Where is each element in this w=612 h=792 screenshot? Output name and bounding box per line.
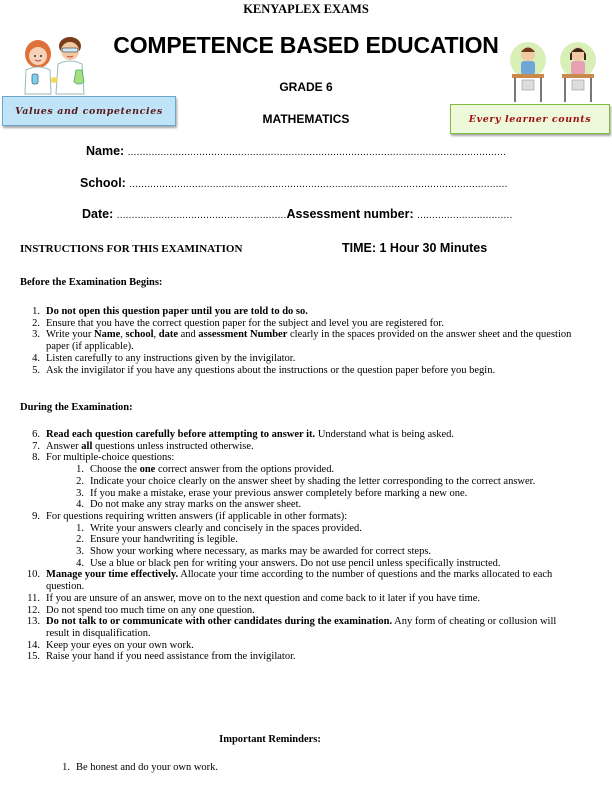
school-field[interactable]: [80, 176, 526, 190]
list-item: 9. For questions requiring written answers (if applicable in other formats):: [32, 510, 348, 522]
reminders-heading: Important Reminders:: [219, 734, 321, 745]
list-item: 13. Do not talk to or communicate with other candidates during the examination. Any form of cheating or collusion will result in disqualification.: [26, 616, 557, 639]
list-item: 4. Do not make any stray marks on the answer sheet.: [76, 499, 302, 511]
list-item: 2. Ensure that you have the correct question paper for the subject and level you are registered for.: [32, 317, 444, 329]
assessment-number-label: Assessment number:: [286, 207, 414, 221]
list-item: 2. Ensure your handwriting is legible.: [76, 534, 238, 546]
list-item: 3. Show your working where necessary, as marks may be awarded for correct steps.: [76, 546, 432, 558]
date-assessment-row: [82, 207, 527, 221]
list-item: 2. Indicate your choice clearly on the answer sheet by shading the letter corresponding to the correct answer.: [76, 475, 536, 487]
children-at-desks-illustration: [504, 38, 604, 106]
list-item: 8. For multiple-choice questions:: [32, 452, 175, 464]
list-item: 5. Ask the invigilator if you have any questions about the instructions or the question paper before you begin.: [32, 364, 496, 376]
list-item: 4. Use a blue or black pen for writing your answers. Do not use pencil unless specifically instructed.: [76, 557, 501, 569]
reminders-list: [48, 762, 568, 774]
grade-label: GRADE 6: [279, 80, 333, 94]
subject-label: MATHEMATICS: [262, 112, 350, 126]
during-list: [20, 429, 580, 663]
school-dotted-line: ...............................................................................................................................: [129, 179, 508, 190]
assessment-dotted-line[interactable]: ................................: [417, 210, 513, 221]
page-title: COMPETENCE BASED EDUCATION: [113, 32, 499, 58]
list-item: 4. Listen carefully to any instructions given by the invigilator.: [32, 352, 296, 364]
list-item: 7. Answer all questions unless instructed otherwise.: [32, 440, 254, 452]
during-heading: During the Examination:: [20, 402, 133, 413]
name-label: Name:: [86, 144, 125, 158]
list-item: 1. Do not open this question paper until you are told to do so.: [32, 306, 308, 317]
list-item: 15. Raise your hand if you need assistance from the invigilator.: [26, 651, 296, 663]
values-banner: Values and competencies: [2, 96, 176, 126]
name-dotted-line: ...............................................................................................................................: [127, 147, 506, 158]
before-heading: Before the Examination Begins:: [20, 277, 163, 288]
written-sublist: [20, 523, 580, 570]
list-item: 11. If you are unsure of an answer, move on to the next question and come back to it later if you have time.: [27, 592, 481, 604]
list-item: 3. If you make a mistake, erase your previous answer completely before marking a new one.: [76, 487, 468, 499]
list-item: 3. Write your Name, school, date and assessment Number clearly in the spaces provided on the answer sheet and the question paper (if applicable).: [32, 329, 572, 353]
org-name: KENYAPLEX EXAMS: [243, 2, 369, 16]
instructions-heading: INSTRUCTIONS FOR THIS EXAMINATION: [20, 243, 243, 255]
exam-time: TIME: 1 Hour 30 Minutes: [342, 241, 488, 255]
list-item: 1. Write your answers clearly and concisely in the spaces provided.: [76, 522, 362, 534]
list-item: 6. Read each question carefully before attempting to answer it. Understand what is being asked.: [32, 429, 454, 440]
list-item: 12. Do not spend too much time on any one question.: [26, 604, 255, 616]
learner-banner: Every learner counts: [450, 104, 610, 134]
date-dotted-line[interactable]: .........................................................: [116, 210, 287, 221]
list-item: 10. Manage your time effectively. Allocate your time according to the number of questions and the marks allocated to each question.: [26, 569, 553, 593]
list-item: 1. Be honest and do your own work.: [62, 762, 219, 773]
before-list: [20, 306, 580, 376]
list-item: 14. Keep your eyes on your own work.: [26, 639, 194, 651]
name-field[interactable]: [86, 144, 526, 158]
mcq-sublist: [20, 464, 580, 511]
school-label: School:: [80, 176, 126, 190]
date-label: Date:: [82, 207, 114, 221]
list-item: 1. Choose the one correct answer from the options provided.: [76, 464, 335, 476]
